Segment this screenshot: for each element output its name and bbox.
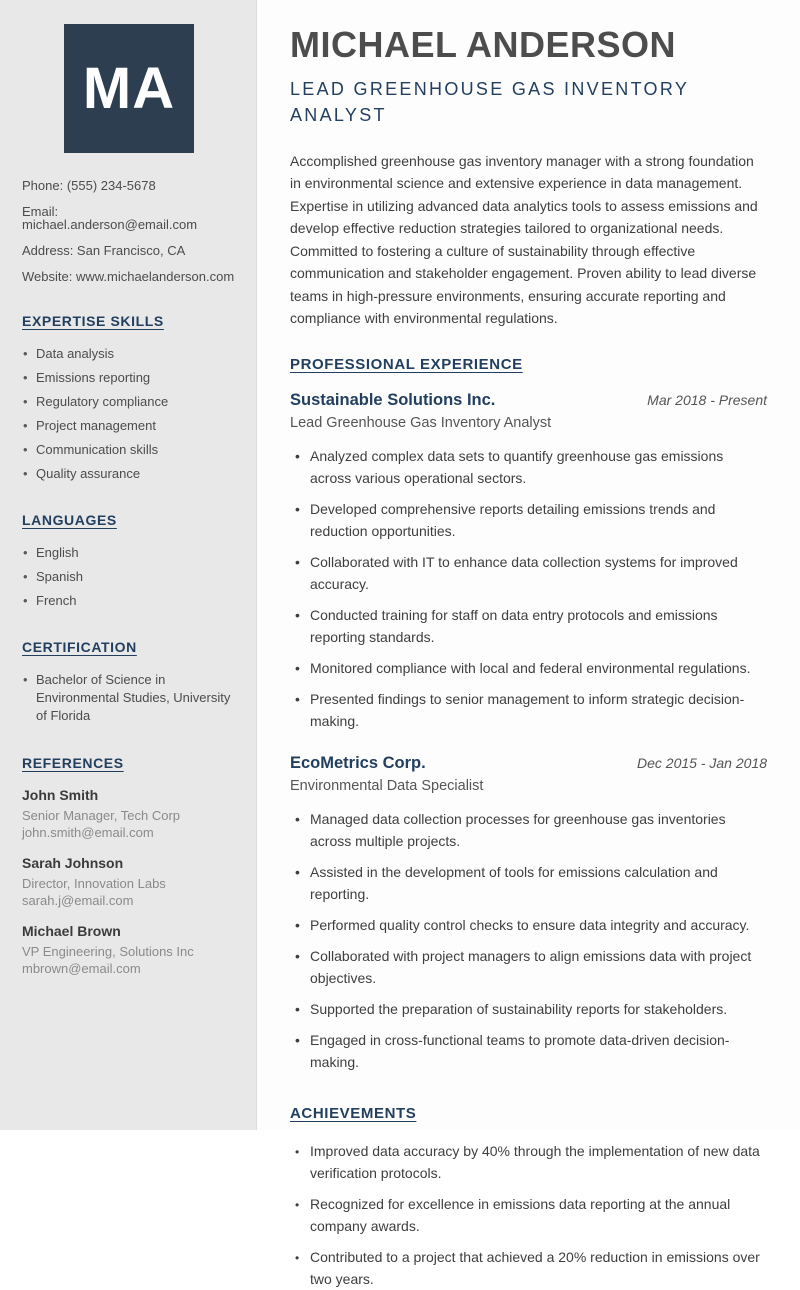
page-title: MICHAEL ANDERSON	[290, 24, 677, 65]
languages-section	[22, 512, 236, 609]
achievement-bullet: • Improved data accuracy by 40% through the implementation of new data verification protocols.	[290, 1140, 767, 1184]
reference-role: Senior Manager, Tech Corp	[22, 808, 181, 823]
language-item: • French	[22, 592, 236, 609]
job-header	[290, 391, 767, 410]
job-bullet: • Supported the preparation of sustainability reports for stakeholders.	[290, 998, 767, 1020]
job-bullet: • Managed data collection processes for greenhouse gas inventories across multiple projects.	[290, 808, 767, 852]
contact-website: Website: www.michaelanderson.com	[22, 269, 235, 284]
contact-info	[22, 179, 236, 283]
certification-list	[22, 671, 236, 725]
contact-email: Email: michael.anderson@email.com	[22, 204, 198, 232]
main-content	[257, 0, 800, 1287]
job-bullet: • Analyzed complex data sets to quantify greenhouse gas emissions across various operational sectors.	[290, 445, 767, 489]
company-name: Sustainable Solutions Inc.	[290, 390, 496, 409]
contact-phone: Phone: (555) 234-5678	[22, 178, 156, 193]
job-dates: Dec 2015 - Jan 2018	[637, 754, 767, 771]
reference-email: john.smith@email.com	[22, 825, 154, 840]
job-bullet: • Engaged in cross-functional teams to promote data-driven decision-making.	[290, 1029, 767, 1073]
reference-name: Michael Brown	[22, 923, 121, 939]
languages-heading: LANGUAGES	[22, 512, 117, 528]
reference-role: VP Engineering, Solutions Inc	[22, 944, 194, 959]
job-bullet-list	[290, 445, 767, 732]
reference-card	[22, 787, 236, 841]
company-name: EcoMetrics Corp.	[290, 753, 426, 772]
contact-address: Address: San Francisco, CA	[22, 243, 186, 258]
job-bullet: • Performed quality control checks to ensure data integrity and accuracy.	[290, 914, 767, 936]
job-entry	[290, 391, 767, 732]
avatar-monogram: MA	[82, 56, 176, 121]
reference-role: Director, Innovation Labs	[22, 876, 166, 891]
job-headline: LEAD GREENHOUSE GAS INVENTORY ANALYST	[290, 78, 689, 125]
experience-section	[290, 356, 767, 1073]
skill-item: • Project management	[22, 417, 236, 434]
certification-section	[22, 639, 236, 725]
job-role: Environmental Data Specialist	[290, 777, 484, 794]
job-bullet: • Developed comprehensive reports detailing emissions trends and reduction opportunities.	[290, 498, 767, 542]
skill-item: • Emissions reporting	[22, 369, 236, 386]
avatar	[64, 24, 194, 153]
job-bullet: • Collaborated with project managers to align emissions data with project objectives.	[290, 945, 767, 989]
job-bullet: • Collaborated with IT to enhance data collection systems for improved accuracy.	[290, 551, 767, 595]
job-entry	[290, 754, 767, 1073]
achievements-heading: ACHIEVEMENTS	[290, 1104, 417, 1122]
reference-email: mbrown@email.com	[22, 961, 141, 976]
achievements-section	[290, 1105, 767, 1290]
job-bullet-list	[290, 808, 767, 1073]
achievement-bullet: • Contributed to a project that achieved a 20% reduction in emissions over two years.	[290, 1246, 767, 1290]
reference-email: sarah.j@email.com	[22, 893, 134, 908]
reference-card	[22, 923, 236, 977]
skill-item: • Regulatory compliance	[22, 393, 236, 410]
language-item: • Spanish	[22, 568, 236, 585]
job-role: Lead Greenhouse Gas Inventory Analyst	[290, 414, 552, 431]
certification-heading: CERTIFICATION	[22, 639, 137, 655]
experience-heading: PROFESSIONAL EXPERIENCE	[290, 355, 523, 373]
reference-card	[22, 855, 236, 909]
summary-paragraph: Accomplished greenhouse gas inventory manager with a strong foundation in environmental science and extensive experience in data management. Expertise in utilizing advanced data analytics tools to assess emissions and develop effective reduction strategies tailored to organizational needs. Committed to fostering a culture of sustainability through effective communication and stakeholder engagement. Proven ability to lead diverse teams in high-pressure environments, ensuring accurate reporting and compliance with environmental regulations.	[290, 152, 758, 327]
references-heading: REFERENCES	[22, 755, 124, 771]
skill-item: • Data analysis	[22, 345, 236, 362]
skills-list	[22, 345, 236, 482]
job-bullet: • Presented findings to senior management to inform strategic decision-making.	[290, 688, 767, 732]
sidebar	[0, 0, 257, 1130]
achievement-bullet: • Recognized for excellence in emissions data reporting at the annual company awards.	[290, 1193, 767, 1237]
skill-item: • Communication skills	[22, 441, 236, 458]
job-bullet: • Assisted in the development of tools for emissions calculation and reporting.	[290, 861, 767, 905]
skill-item: • Quality assurance	[22, 465, 236, 482]
skills-heading: EXPERTISE SKILLS	[22, 313, 164, 329]
job-bullet: • Conducted training for staff on data entry protocols and emissions reporting standards.	[290, 604, 767, 648]
reference-name: John Smith	[22, 787, 99, 803]
reference-name: Sarah Johnson	[22, 855, 124, 871]
languages-list	[22, 544, 236, 609]
skills-section	[22, 313, 236, 482]
job-header	[290, 754, 767, 773]
achievements-list	[290, 1140, 767, 1290]
references-section	[22, 755, 236, 977]
language-item: • English	[22, 544, 236, 561]
job-dates: Mar 2018 - Present	[647, 391, 767, 408]
certification-item: • Bachelor of Science in Environmental Studies, University of Florida	[22, 671, 236, 725]
job-bullet: • Monitored compliance with local and federal environmental regulations.	[290, 657, 767, 679]
